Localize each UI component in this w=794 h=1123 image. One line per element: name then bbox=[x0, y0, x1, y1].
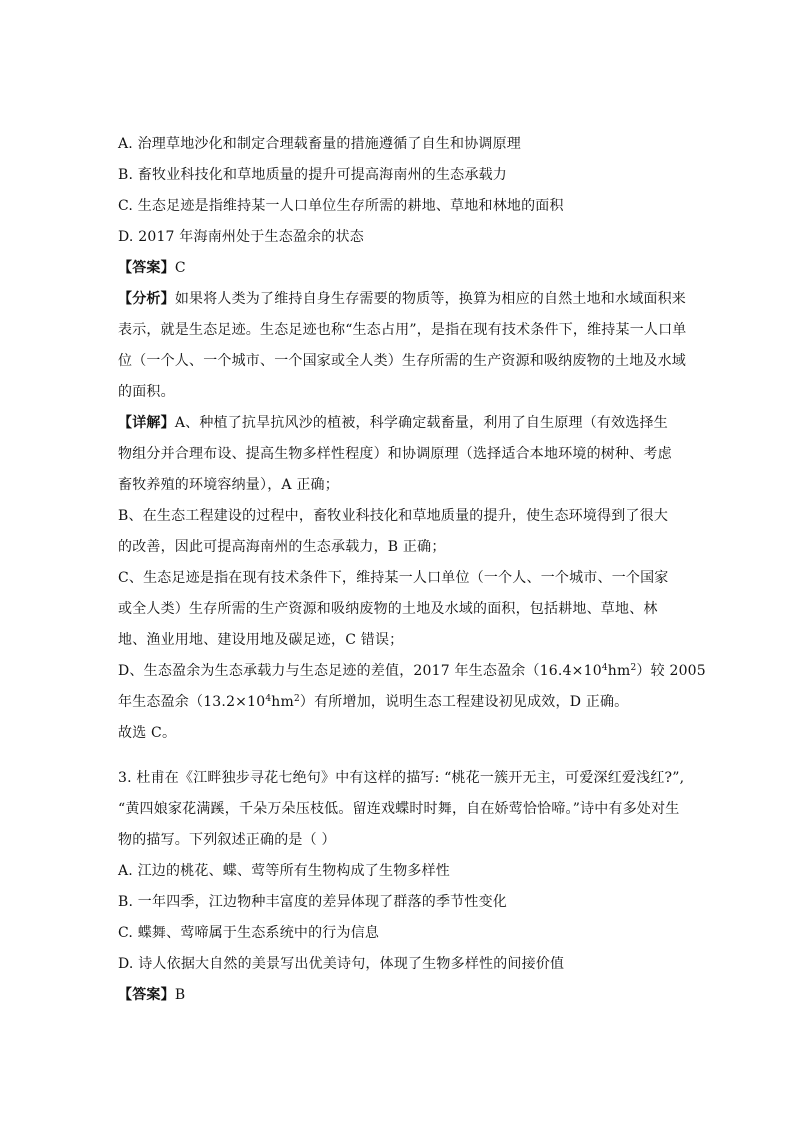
q2-option-d: D. 2017 年海南州处于生态盈余的状态 bbox=[118, 229, 364, 245]
q2-detail-line1 bbox=[118, 413, 668, 433]
superscript: 2 bbox=[630, 663, 637, 673]
answer-value: B bbox=[174, 987, 186, 1003]
q2-detail-line10 bbox=[118, 692, 628, 712]
q2-analysis-line4: 的面积。 bbox=[118, 384, 175, 400]
q2-option-c: C. 生态足迹是指维持某一人口单位生存所需的耕地、草地和林地的面积 bbox=[118, 198, 564, 214]
text-segment: ）有所增加，说明生态工程建设初见成效，D 正确。 bbox=[299, 694, 629, 710]
analysis-label: 【分析】 bbox=[118, 291, 175, 307]
q3-option-b: B. 一年四季，江边物种丰富度的差异体现了群落的季节性变化 bbox=[118, 894, 507, 910]
q3-answer bbox=[118, 985, 185, 1005]
q2-analysis-line1 bbox=[118, 289, 686, 309]
q2-analysis-line3: 位（一个人、一个城市、一个国家或全人类）生存所需的生产资源和吸纳废物的土地及水域 bbox=[118, 353, 686, 369]
text-segment: hm bbox=[271, 694, 294, 710]
answer-label: 【答案】 bbox=[118, 260, 175, 276]
text-segment: hm bbox=[607, 663, 631, 679]
q3-stem-line2: “黄四娘家花满蹊，千朵万朵压枝低。留连戏蝶时时舞，自在娇莺恰恰啼。”诗中有多处对生 bbox=[118, 801, 680, 817]
detail-label: 【详解】 bbox=[118, 415, 175, 431]
q2-detail-line5: 的改善，因此可提高海南州的生态承载力，B 正确； bbox=[118, 539, 446, 555]
superscript: 2 bbox=[293, 694, 300, 704]
superscript: 4 bbox=[601, 663, 608, 673]
analysis-text: 如果将人类为了维持自身生存需要的物质等，换算为相应的自然土地和水域面积来 bbox=[174, 291, 687, 307]
text-segment: ）较 2005 bbox=[636, 663, 706, 679]
answer-value: C bbox=[174, 260, 186, 276]
q3-stem-line1: 3. 杜甫在《江畔独步寻花七绝句》中有这样的描写: “桃花一簇开无主，可爱深红爱浅红?”, bbox=[118, 770, 685, 786]
q3-option-d: D. 诗人依据大自然的美景写出优美诗句，体现了生物多样性的间接价值 bbox=[118, 956, 565, 972]
q2-detail-line2: 物组分并合理布设、提高生物多样性程度）和协调原理（选择适合本地环境的树种、考虑 bbox=[118, 446, 672, 462]
q2-detail-line6: C、生态足迹是指在现有技术条件下，维持某一人口单位（一个人、一个城市、一个国家 bbox=[118, 570, 669, 586]
q2-option-a: A. 治理草地沙化和制定合理载畜量的措施遵循了自生和协调原理 bbox=[118, 136, 522, 152]
q3-option-c: C. 蝶舞、莺啼属于生态系统中的行为信息 bbox=[118, 925, 380, 941]
text-segment: 年生态盈余（13.2×10 bbox=[118, 694, 266, 710]
superscript: 4 bbox=[265, 694, 272, 704]
answer-label: 【答案】 bbox=[118, 987, 175, 1003]
q2-option-b: B. 畜牧业科技化和草地质量的提升可提高海南州的生态承载力 bbox=[118, 167, 507, 183]
detail-text: A、种植了抗旱抗风沙的植被，科学确定载畜量，利用了自生原理（有效选择生 bbox=[174, 415, 668, 431]
q3-stem-line3: 物的描写。下列叙述正确的是（ ） bbox=[118, 832, 336, 848]
q2-detail-line4: B、在生态工程建设的过程中，畜牧业科技化和草地质量的提升，使生态环境得到了很大 bbox=[118, 508, 669, 524]
q2-detail-line8: 地、渔业用地、建设用地及碳足迹，C 错误； bbox=[118, 632, 404, 648]
q2-answer bbox=[118, 258, 186, 278]
q3-option-a: A. 江边的桃花、蝶、莺等所有生物构成了生物多样性 bbox=[118, 863, 451, 879]
text-segment: D、生态盈余为生态承载力与生态足迹的差值，2017 年生态盈余（16.4×10 bbox=[118, 663, 602, 679]
q2-conclusion: 故选 C。 bbox=[118, 725, 177, 741]
q2-detail-line3: 畜牧养殖的环境容纳量），A 正确； bbox=[118, 477, 339, 493]
q2-detail-line7: 或全人类）生存所需的生产资源和吸纳废物的土地及水域的面积，包括耕地、草地、林 bbox=[118, 601, 658, 617]
q2-analysis-line2: 表示，就是生态足迹。生态足迹也称“生态占用”，是指在现有技术条件下，维持某一人口单 bbox=[118, 322, 687, 338]
q2-detail-line9 bbox=[118, 661, 706, 681]
